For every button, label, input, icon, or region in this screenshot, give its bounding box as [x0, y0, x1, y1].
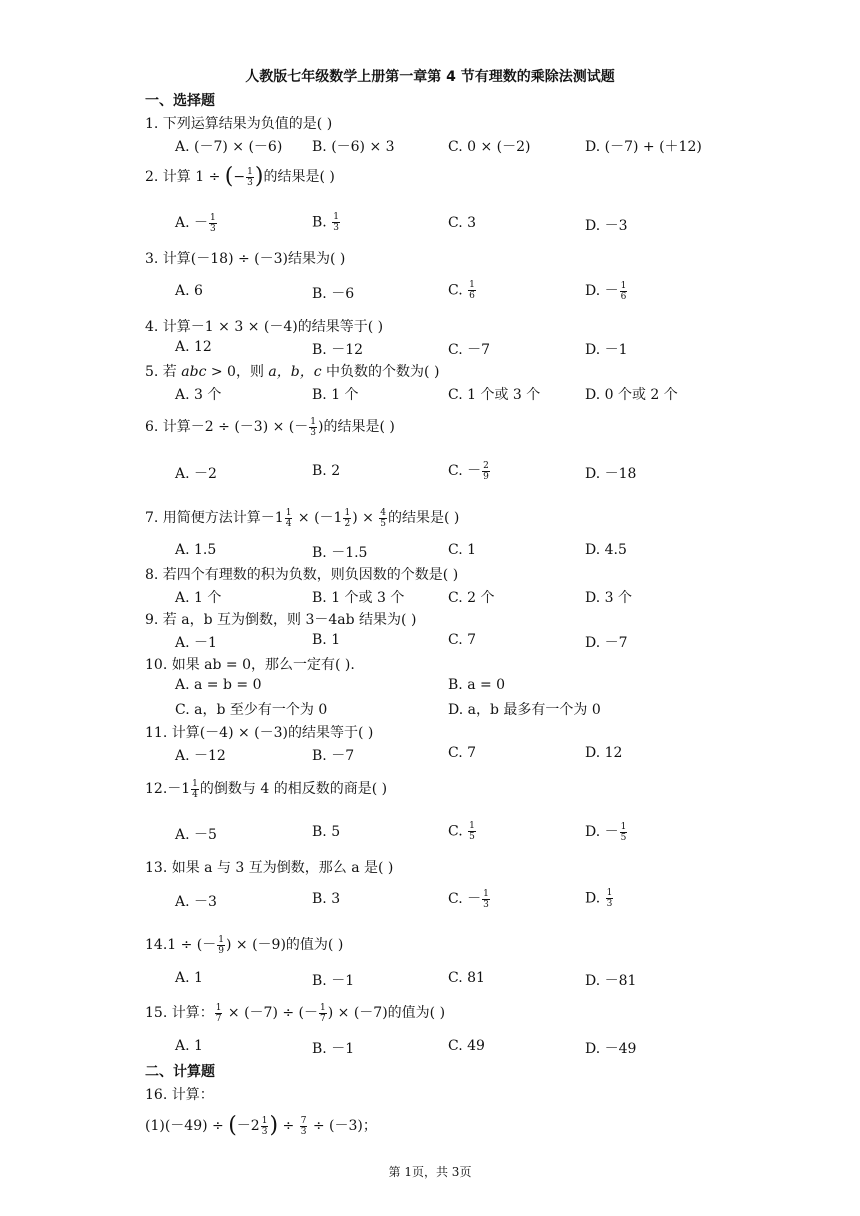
question-16-part-1: (1)(－49) ÷ (－2 $\frac{1}{3}$ ) ÷ $\frac{7}{3}$ ÷ (－3)；	[145, 1113, 377, 1138]
question-14-option-d: D. －81	[585, 973, 637, 989]
question-7-stem: 7. 用简便方法计算－1 $\frac{1}{4}$ × (－1 $\frac{1}{2}$ ) × $\frac{4}{5}$ 的结果是( )	[145, 507, 460, 529]
question-8-option-d: D. 3 个	[585, 590, 632, 606]
question-15-stem: 15. 计算： $\frac{1}{7}$ × (－7) ÷ (－ $\frac{1}{7}$ ) × (－7)的值为( )	[145, 1002, 446, 1024]
question-15-option-c: C. 49	[448, 1038, 485, 1054]
section-heading-calculation: 二、计算题	[145, 1064, 215, 1080]
question-6-stem: 6. 计算－2 ÷ (－3) × (－ $\frac{1}{3}$ )的结果是( )	[145, 416, 395, 438]
question-5-stem: 5. 若 abc > 0，则 a，b，c 中负数的个数为( )	[145, 364, 440, 380]
question-1-option-c: C. 0 × (－2)	[448, 139, 531, 155]
question-1-option-b: B. (－6) × 3	[312, 139, 395, 155]
question-10-option-c: C. a，b 至少有一个为 0	[175, 702, 328, 718]
question-11-option-a: A. －12	[175, 748, 226, 764]
question-14-stem: 14.1 ÷ (－ $\frac{1}{9}$ ) × (－9)的值为( )	[145, 934, 344, 956]
question-7-option-d: D. 4.5	[585, 542, 627, 558]
question-5-option-b: B. 1 个	[312, 387, 359, 403]
question-13-option-b: B. 3	[312, 891, 341, 907]
page-title: 人教版七年级数学上册第一章第 4 节有理数的乘除法测试题	[245, 69, 615, 85]
question-6-option-a: A. －2	[175, 466, 217, 482]
question-13-option-c: C. － $\frac{1}{3}$	[448, 888, 489, 910]
question-3-option-d: D. － $\frac{1}{6}$	[585, 280, 627, 302]
question-4-option-b: B. －12	[312, 342, 364, 358]
question-8-option-c: C. 2 个	[448, 590, 495, 606]
question-12-option-c: C. $\frac{1}{5}$	[448, 821, 475, 842]
question-4-option-d: D. －1	[585, 342, 628, 358]
question-15-option-d: D. －49	[585, 1041, 637, 1057]
question-2-text-pre: 2. 计算 1 ÷	[145, 169, 225, 185]
question-13-option-d: D. $\frac{1}{3}$	[585, 888, 613, 909]
question-10-option-d: D. a，b 最多有一个为 0	[448, 702, 601, 718]
question-5-option-c: C. 1 个或 3 个	[448, 387, 541, 403]
question-12-option-d: D. － $\frac{1}{5}$	[585, 821, 627, 843]
question-2-option-a: A. － $\frac{1}{3}$	[175, 212, 216, 234]
question-15-option-a: A. 1	[175, 1038, 203, 1054]
question-9-stem: 9. 若 a，b 互为倒数，则 3－4ab 结果为( )	[145, 612, 417, 628]
question-16-stem: 16. 计算：	[145, 1087, 214, 1103]
question-1-option-a: A. (－7) × (－6)	[175, 139, 283, 155]
question-12-option-b: B. 5	[312, 824, 341, 840]
question-15-option-b: B. －1	[312, 1041, 355, 1057]
question-12-stem: 12.－1 $\frac{1}{4}$ 的倒数与 4 的相反数的商是( )	[145, 778, 388, 800]
question-4-stem: 4. 计算－1 × 3 × (－4)的结果等于( )	[145, 319, 384, 335]
question-11-option-b: B. －7	[312, 748, 355, 764]
fraction-one-third: $\frac{1}{3}$	[247, 166, 253, 188]
question-14-option-c: C. 81	[448, 970, 485, 986]
question-8-stem: 8. 若四个有理数的积为负数，则负因数的个数是( )	[145, 567, 459, 583]
question-4-option-a: A. 12	[175, 339, 212, 355]
question-10-option-a: A. a = b = 0	[175, 677, 262, 693]
question-3-option-b: B. －6	[312, 286, 355, 302]
question-14-option-a: A. 1	[175, 970, 203, 986]
question-4-option-c: C. －7	[448, 342, 491, 358]
question-11-option-c: C. 7	[448, 745, 477, 761]
paren-close: )	[254, 164, 264, 189]
question-7-option-a: A. 1.5	[175, 542, 217, 558]
fraction-one-third: $\frac{1}{3}$	[310, 416, 317, 438]
question-10-option-b: B. a = 0	[448, 677, 506, 693]
question-3-option-c: C. $\frac{1}{6}$	[448, 280, 475, 301]
question-12-option-a: A. －5	[175, 827, 217, 843]
section-heading-choice: 一、选择题	[145, 93, 215, 109]
question-8-option-b: B. 1 个或 3 个	[312, 590, 405, 606]
question-1-option-d: D. (－7) + (＋12)	[585, 139, 702, 155]
question-2-option-c: C. 3	[448, 215, 477, 231]
question-2-stem: 2. 计算 1 ÷ (− $\frac{1}{3}$ )的结果是( )	[145, 164, 335, 189]
question-2-option-b: B. $\frac{1}{3}$	[312, 212, 339, 233]
question-7-option-c: C. 1	[448, 542, 477, 558]
question-8-option-a: A. 1 个	[175, 590, 222, 606]
question-6-option-b: B. 2	[312, 463, 341, 479]
page-footer: 第 1页，共 3页	[388, 1165, 472, 1179]
paren-open: (	[224, 164, 234, 189]
question-11-option-d: D. 12	[585, 745, 623, 761]
question-1-stem: 1. 下列运算结果为负值的是( )	[145, 116, 333, 132]
question-7-option-b: B. －1.5	[312, 545, 368, 561]
question-9-option-b: B. 1	[312, 632, 341, 648]
question-14-option-b: B. －1	[312, 973, 355, 989]
question-11-stem: 11. 计算(－4) × (－3)的结果等于( )	[145, 725, 374, 741]
var-abc-list: a，b，c	[268, 364, 322, 380]
question-10-stem: 10. 如果 ab = 0，那么一定有( ).	[145, 657, 355, 673]
question-6-option-d: D. －18	[585, 466, 637, 482]
question-2-option-d: D. －3	[585, 218, 628, 234]
var-abc: abc	[181, 364, 207, 380]
question-6-option-c: C. － $\frac{2}{9}$	[448, 460, 489, 482]
question-3-option-a: A. 6	[175, 283, 203, 299]
question-5-option-d: D. 0 个或 2 个	[585, 387, 678, 403]
question-13-option-a: A. －3	[175, 894, 217, 910]
question-5-option-a: A. 3 个	[175, 387, 222, 403]
question-9-option-c: C. 7	[448, 632, 477, 648]
question-3-stem: 3. 计算(－18) ÷ (－3)结果为( )	[145, 251, 346, 267]
question-9-option-a: A. －1	[175, 635, 217, 651]
question-2-text-post: 的结果是( )	[263, 169, 335, 185]
question-13-stem: 13. 如果 a 与 3 互为倒数，那么 a 是( )	[145, 860, 394, 876]
question-9-option-d: D. －7	[585, 635, 628, 651]
